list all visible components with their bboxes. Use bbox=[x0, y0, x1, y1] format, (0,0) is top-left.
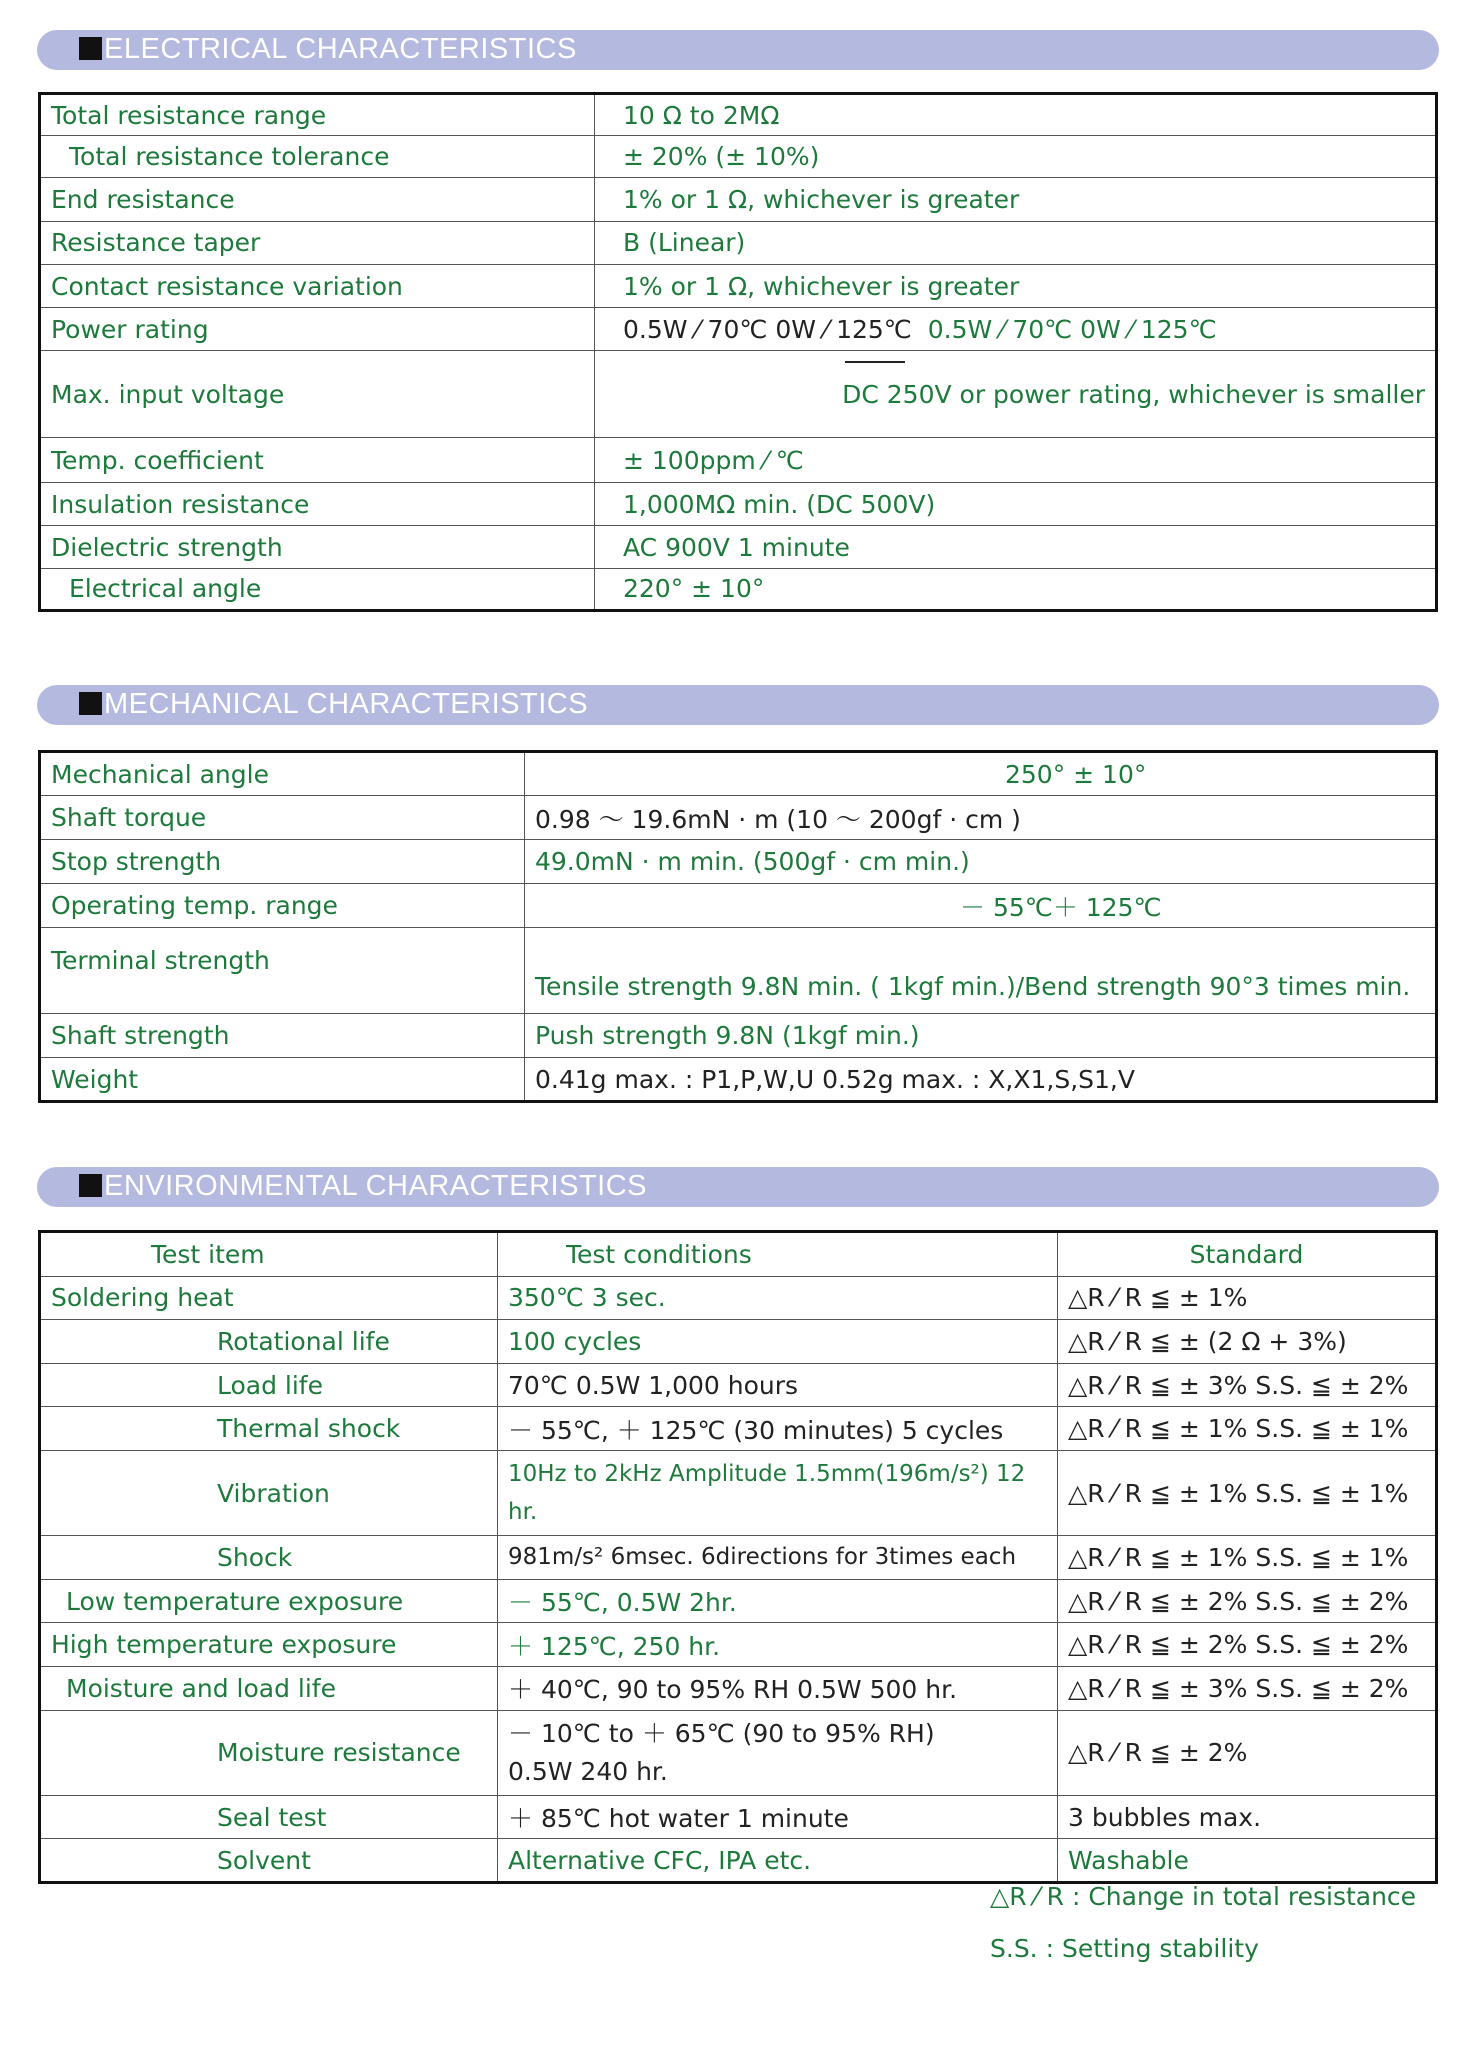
test-conditions: 70℃ 0.5W 1,000 hours bbox=[498, 1363, 1058, 1407]
conditions-line-1: － 10℃ to ＋ 65℃ (90 to 95% RH) bbox=[508, 1718, 935, 1748]
row-label: Terminal strength bbox=[40, 928, 525, 1014]
test-standard: △R ⁄ R ≦ ± 2% S.S. ≦ ± 2% bbox=[1058, 1623, 1437, 1667]
row-label: Weight bbox=[40, 1058, 525, 1102]
environmental-banner bbox=[37, 1167, 1439, 1207]
table-row bbox=[40, 1839, 1437, 1883]
row-label: Operating temp. range bbox=[40, 884, 525, 928]
header-test-conditions: Test conditions bbox=[498, 1232, 1058, 1277]
test-standard: △R ⁄ R ≦ ± 1% S.S. ≦ ± 1% bbox=[1058, 1450, 1437, 1535]
table-row bbox=[40, 437, 1437, 482]
table-row bbox=[40, 1363, 1437, 1407]
square-bullet-icon bbox=[79, 37, 102, 60]
table-row bbox=[40, 264, 1437, 307]
row-label: Electrical angle bbox=[40, 568, 595, 610]
row-value: 250° ± 10° bbox=[525, 752, 1437, 796]
test-item: Solvent bbox=[40, 1839, 498, 1883]
test-conditions bbox=[498, 1710, 1058, 1795]
row-value: 1% or 1 Ω, whichever is greater bbox=[595, 178, 1437, 221]
row-value: 0.98 ～ 19.6mN · m (10 ～ 200gf · cm ) bbox=[525, 796, 1437, 840]
table-header-row bbox=[40, 1232, 1437, 1277]
test-standard: △R ⁄ R ≦ ± 3% S.S. ≦ ± 2% bbox=[1058, 1363, 1437, 1407]
row-label: Power rating bbox=[40, 308, 595, 351]
row-value: DC 250V or power rating, whichever is smaller bbox=[595, 351, 1437, 438]
row-label: Insulation resistance bbox=[40, 483, 595, 526]
table-row bbox=[40, 884, 1437, 928]
table-row bbox=[40, 351, 1437, 438]
test-conditions: ＋ 125℃, 250 hr. bbox=[498, 1623, 1058, 1667]
table-row bbox=[40, 752, 1437, 796]
row-label: End resistance bbox=[40, 178, 595, 221]
test-conditions: － 55℃, ＋ 125℃ (30 minutes) 5 cycles bbox=[498, 1407, 1058, 1451]
test-conditions: 981m/s² 6msec. 6directions for 3times each bbox=[498, 1536, 1058, 1580]
electrical-table bbox=[38, 92, 1438, 612]
table-row bbox=[40, 1579, 1437, 1623]
table-row bbox=[40, 308, 1437, 351]
test-standard: △R ⁄ R ≦ ± 1% S.S. ≦ ± 1% bbox=[1058, 1407, 1437, 1451]
row-label: Total resistance tolerance bbox=[40, 136, 595, 178]
table-row bbox=[40, 1058, 1437, 1102]
test-standard: △R ⁄ R ≦ ± 2% S.S. ≦ ± 2% bbox=[1058, 1579, 1437, 1623]
mechanical-banner bbox=[37, 685, 1439, 725]
conditions-line-2: 0.5W 240 hr. bbox=[508, 1756, 668, 1786]
test-standard: △R ⁄ R ≦ ± 1% S.S. ≦ ± 1% bbox=[1058, 1536, 1437, 1580]
table-row bbox=[40, 796, 1437, 840]
test-item: Moisture and load life bbox=[40, 1666, 498, 1710]
table-row bbox=[40, 1666, 1437, 1710]
test-item: Soldering heat bbox=[40, 1276, 498, 1320]
row-value: 49.0mN · m min. (500gf · cm min.) bbox=[525, 840, 1437, 884]
electrical-banner bbox=[37, 30, 1439, 70]
table-row bbox=[40, 1276, 1437, 1320]
square-bullet-icon bbox=[79, 1174, 102, 1197]
row-value: 1,000MΩ min. (DC 500V) bbox=[595, 483, 1437, 526]
table-row bbox=[40, 221, 1437, 264]
electrical-title: ELECTRICAL CHARACTERISTICS bbox=[79, 33, 577, 66]
header-standard: Standard bbox=[1058, 1232, 1437, 1277]
table-row bbox=[40, 483, 1437, 526]
mechanical-title: MECHANICAL CHARACTERISTICS bbox=[79, 688, 588, 721]
mechanical-table bbox=[38, 750, 1438, 1103]
test-standard: △R ⁄ R ≦ ± (2 Ω + 3%) bbox=[1058, 1320, 1437, 1364]
test-item: Seal test bbox=[40, 1795, 498, 1839]
row-value: 0.41g max. : P1,P,W,U 0.52g max. : X,X1,S,S1,V bbox=[525, 1058, 1437, 1102]
test-conditions: － 55℃, 0.5W 2hr. bbox=[498, 1579, 1058, 1623]
table-row bbox=[40, 928, 1437, 1014]
square-bullet-icon bbox=[79, 692, 102, 715]
test-item: Vibration bbox=[40, 1450, 498, 1535]
table-row bbox=[40, 568, 1437, 610]
test-item: Thermal shock bbox=[40, 1407, 498, 1451]
row-label: Resistance taper bbox=[40, 221, 595, 264]
table-row bbox=[40, 1407, 1437, 1451]
row-value: 220° ± 10° bbox=[595, 568, 1437, 610]
table-row bbox=[40, 1795, 1437, 1839]
test-conditions: 10Hz to 2kHz Amplitude 1.5mm(196m/s²) 12 hr. bbox=[498, 1450, 1058, 1535]
table-row bbox=[40, 94, 1437, 136]
row-label: Shaft torque bbox=[40, 796, 525, 840]
row-label: Shaft strength bbox=[40, 1014, 525, 1058]
note-setting-stability: S.S. : Setting stability bbox=[990, 1934, 1259, 1963]
test-item: Load life bbox=[40, 1363, 498, 1407]
test-standard: Washable bbox=[1058, 1839, 1437, 1883]
test-standard: 3 bubbles max. bbox=[1058, 1795, 1437, 1839]
row-value bbox=[595, 308, 1437, 351]
row-value: Tensile strength 9.8N min. ( 1kgf min.)/Bend strength 90°3 times min. bbox=[525, 928, 1437, 1014]
overline-mark bbox=[845, 361, 905, 363]
table-row bbox=[40, 1014, 1437, 1058]
header-test-item: Test item bbox=[40, 1232, 498, 1277]
row-label: Mechanical angle bbox=[40, 752, 525, 796]
power-rating-a: 0.5W ⁄ 70℃ 0W ⁄ 125℃ bbox=[623, 314, 912, 344]
row-label: Total resistance range bbox=[40, 94, 595, 136]
table-row bbox=[40, 178, 1437, 221]
test-item: Moisture resistance bbox=[40, 1710, 498, 1795]
row-label: Max. input voltage bbox=[40, 351, 595, 438]
note-change-resistance: △R ⁄ R : Change in total resistance bbox=[990, 1882, 1417, 1911]
test-item: Shock bbox=[40, 1536, 498, 1580]
row-value: B (Linear) bbox=[595, 221, 1437, 264]
test-conditions: ＋ 85℃ hot water 1 minute bbox=[498, 1795, 1058, 1839]
test-conditions: 100 cycles bbox=[498, 1320, 1058, 1364]
test-conditions: 350℃ 3 sec. bbox=[498, 1276, 1058, 1320]
table-row bbox=[40, 1450, 1437, 1535]
test-standard: △R ⁄ R ≦ ± 2% bbox=[1058, 1710, 1437, 1795]
test-item: Rotational life bbox=[40, 1320, 498, 1364]
test-item: Low temperature exposure bbox=[40, 1579, 498, 1623]
table-row bbox=[40, 1710, 1437, 1795]
table-row bbox=[40, 840, 1437, 884]
row-label: Temp. coefficient bbox=[40, 437, 595, 482]
table-row bbox=[40, 1623, 1437, 1667]
row-value: ± 100ppm ⁄ ℃ bbox=[595, 437, 1437, 482]
row-value: AC 900V 1 minute bbox=[595, 526, 1437, 568]
row-value: － 55℃＋ 125℃ bbox=[525, 884, 1437, 928]
test-item: High temperature exposure bbox=[40, 1623, 498, 1667]
row-value: 10 Ω to 2MΩ bbox=[595, 94, 1437, 136]
row-value: Push strength 9.8N (1kgf min.) bbox=[525, 1014, 1437, 1058]
table-row bbox=[40, 1536, 1437, 1580]
environmental-title: ENVIRONMENTAL CHARACTERISTICS bbox=[79, 1170, 647, 1203]
test-standard: △R ⁄ R ≦ ± 1% bbox=[1058, 1276, 1437, 1320]
test-conditions: ＋ 40℃, 90 to 95% RH 0.5W 500 hr. bbox=[498, 1666, 1058, 1710]
row-label: Stop strength bbox=[40, 840, 525, 884]
test-conditions: Alternative CFC, IPA etc. bbox=[498, 1839, 1058, 1883]
table-row bbox=[40, 136, 1437, 178]
power-rating-b: 0.5W ⁄ 70℃ 0W ⁄ 125℃ bbox=[927, 314, 1217, 344]
test-standard: △R ⁄ R ≦ ± 3% S.S. ≦ ± 2% bbox=[1058, 1666, 1437, 1710]
environmental-table bbox=[38, 1230, 1438, 1884]
table-row bbox=[40, 1320, 1437, 1364]
row-label: Contact resistance variation bbox=[40, 264, 595, 307]
row-value: 1% or 1 Ω, whichever is greater bbox=[595, 264, 1437, 307]
table-row bbox=[40, 526, 1437, 568]
row-label: Dielectric strength bbox=[40, 526, 595, 568]
row-value: ± 20% (± 10%) bbox=[595, 136, 1437, 178]
